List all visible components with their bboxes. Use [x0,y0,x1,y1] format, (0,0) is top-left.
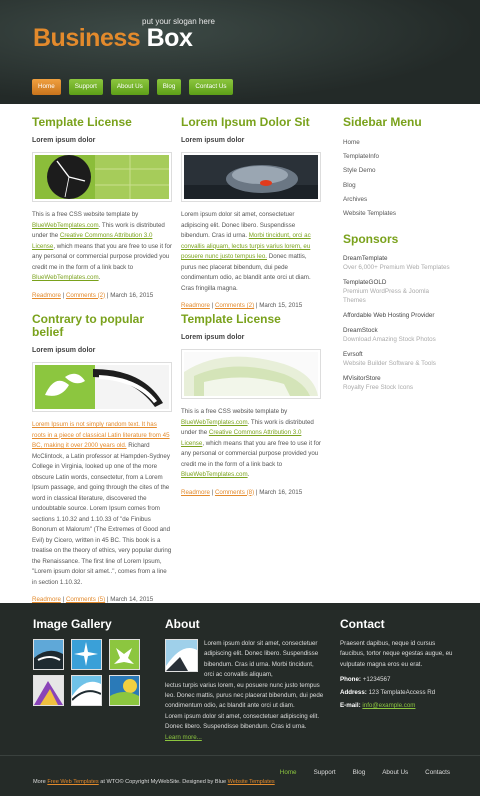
about-section [165,617,325,743]
post-date: March 16, 2015 [259,488,303,496]
gallery-title: Image Gallery [33,617,112,631]
post-subtitle: Lorem ipsum dolor [32,137,96,144]
sponsor-name[interactable]: DreamStock [343,327,378,335]
post-meta: Readmore | Comments (5) | March 14, 2015 [32,596,154,603]
comments-link[interactable]: Comments (5) [65,596,106,603]
contact-text: Praesent dapibus, neque id cursus faucibus, tortor neque egestas augue, eu vulputate magna eros eu erat. [340,640,453,668]
post-subtitle: Lorem ipsum dolor [32,347,96,354]
sponsor-desc: Royalty Free Stock Icons [343,384,413,392]
footer-bottom [0,755,480,796]
contact-section [340,617,460,709]
readmore-link[interactable]: Readmore [181,488,210,496]
gallery-thumb[interactable] [33,639,64,670]
footer-nav-home[interactable]: Home [279,769,297,776]
post-subtitle: Lorem ipsum dolor [181,334,245,341]
footer-nav-about-us[interactable]: About Us [382,769,409,776]
footer-nav-support[interactable]: Support [313,769,336,776]
image-gallery [33,617,140,706]
comments-link[interactable]: Comments (2) [65,291,106,299]
post-meta: Readmore | Comments (2) | March 16, 2015 [32,291,154,299]
nav-contact-us[interactable]: Contact Us [189,79,232,95]
sidebar-item-blog[interactable]: Blog [343,181,356,189]
column-left [32,115,172,603]
contact-address: Address: 123 TemplateAccess Rd [340,689,436,697]
post-image [32,362,172,412]
footer-nav-contacts[interactable]: Contacts [425,769,450,776]
post-title[interactable]: Template License [32,115,132,129]
free-templates-link[interactable]: Free Web Templates [47,779,99,785]
sidebar [343,116,453,398]
logo-part1: Business [33,24,141,52]
nav-blog[interactable]: Blog [157,79,182,95]
post-date: March 16, 2015 [110,291,154,299]
contact-email: E-mail: info@example.com [340,702,416,710]
sponsor-desc: Premium WordPress & Joomla Themes [343,288,429,305]
readmore-link[interactable]: Readmore [32,596,61,603]
header [0,0,480,104]
main-content [0,104,480,603]
post-meta: Readmore | Comments (8) | March 16, 2015 [181,488,303,496]
post-image [32,152,172,202]
license-link[interactable]: Creative Commons Attribution 3.0 License [32,232,153,250]
learn-more-link[interactable]: Learn more... [165,733,202,741]
about-image [165,639,198,672]
post-link[interactable]: BlueWebTemplates.com [32,221,99,229]
post-subtitle: Lorem ipsum dolor [181,137,245,144]
post-date: March 15, 2015 [259,302,303,309]
footer [0,603,480,796]
post-link[interactable]: BlueWebTemplates.com [32,274,99,281]
about-text: Lorem ipsum dolor sit amet, consectetuer adipiscing elit. Donec libero. Suspendisse bibendum. Cras id urna. Morbi tincidunt, orci ac convallis aliquam, lectus turpis varius lorem, eu posuere nunc justo tempus leo. Donec mattis, purus nec placerat bibendum, dui pede condimentum odio, ac blandit ante orci ut diam. Lorem ipsum dolor sit amet, consectetuer adipiscing elit. Donec libero. Suspendisse bibendum. Cras id urna. Learn more... [165,640,324,741]
post-link[interactable]: BlueWebTemplates.com [181,418,248,426]
post [32,116,172,299]
sponsor-name[interactable]: TemplateGOLD [343,279,387,287]
post-body: This is a free CSS website template by BlueWebTemplates.com. This work is distributed under the Creative Commons Attribution 3.0 License, which means that you are free to use it for any personal or commercial purpose provided you credit me in the form of a link back to BlueWebTemplates.com. [181,408,321,478]
gallery-thumb[interactable] [109,639,140,670]
footer-nav-blog[interactable]: Blog [352,769,366,776]
post [181,116,321,309]
readmore-link[interactable]: Readmore [181,302,210,309]
post [181,313,321,496]
email-link[interactable]: info@example.com [362,702,416,710]
slogan: put your slogan here [142,17,215,26]
footer-nav [280,769,450,776]
nav-home[interactable]: Home [32,79,61,95]
sidebar-item-style-demo[interactable]: Style Demo [343,167,376,175]
gallery-thumb[interactable] [109,675,140,706]
contact-phone: Phone: +1234567 [340,676,391,684]
sidebar-item-website-templates[interactable]: Website Templates [343,209,396,217]
contact-title: Contact [340,617,385,631]
sponsor-item[interactable] [343,254,453,272]
logo-part2: Box [146,24,193,52]
logo[interactable] [33,24,192,53]
comments-link[interactable]: Comments (2) [214,302,255,309]
post-title[interactable]: Template License [181,312,281,326]
post-body: Lorem ipsum dolor sit amet, consectetuer adipiscing elit. Donec libero. Suspendisse bibendum. Cras id urna. Morbi tincidunt, orci ac convallis aliquam, lectus turpis varius lorem, eu posuere nunc justo tempus leo. Donec mattis, purus nec placerat bibendum, dui pede condimentum odio, ac blandit ante orci ut diam. Cras fringilla magna. [181,211,311,292]
sponsors-title: Sponsors [343,232,399,247]
copyright: More Free Web Templates at WTO© Copyright MyWebSite. Designed by Blue Website Templates [33,779,275,785]
post-title[interactable]: Lorem Ipsum Dolor Sit [181,115,310,129]
sponsor-desc: Download Amazing Stock Photos [343,336,436,344]
nav-support[interactable]: Support [69,79,103,95]
post-date: March 14, 2015 [110,596,154,603]
sponsor-name[interactable]: DreamTemplate [343,255,388,263]
post-body: This is a free CSS website template by BlueWebTemplates.com. This work is distributed under the Creative Commons Attribution 3.0 License, which means that you are free to use it for any personal or commercial purpose provided you credit me in the form of a link back to BlueWebTemplates.com. [32,211,172,281]
about-title: About [165,617,200,631]
sponsor-item[interactable] [343,278,453,305]
sidebar-item-home[interactable]: Home [343,139,360,146]
sponsor-name[interactable]: MVisitorStore [343,375,381,383]
post-image [181,349,321,399]
sponsor-item[interactable] [343,311,453,320]
post-image [181,152,321,202]
sponsor-item[interactable] [343,350,453,368]
website-templates-link[interactable]: Website Templates [227,779,275,785]
readmore-link[interactable]: Readmore [32,291,61,299]
sponsor-desc: Website Builder Software & Tools [343,360,436,368]
post-title[interactable]: Contrary to popular belief [32,312,145,339]
sponsor-name[interactable]: Affordable Web Hosting Provider [343,312,435,320]
sponsor-item[interactable] [343,374,453,392]
post [32,313,172,603]
sidebar-menu [343,136,453,221]
nav-about-us[interactable]: About Us [111,79,149,95]
gallery-thumb[interactable] [71,639,102,670]
sponsors-list [343,254,453,392]
gallery-thumb[interactable] [71,675,102,706]
sidebar-menu-title: Sidebar Menu [343,115,422,129]
gallery-grid [33,639,140,706]
sponsor-desc: Over 6,000+ Premium Web Templates [343,264,450,272]
gallery-thumb[interactable] [33,675,64,706]
sidebar-item-archives[interactable]: Archives [343,195,368,203]
main-nav [32,79,233,95]
sponsor-item[interactable] [343,326,453,344]
post-link[interactable]: Morbi tincidunt, orci ac convallis aliquam, lectus turpis varius lorem, eu posuere nunc justo tempus leo. [181,232,311,260]
post-body: Lorem Ipsum is not simply random text. It has roots in a piece of classical Latin literature from 45 BC, making it over 2000 years old. Richard McClintock, a Latin professor at Hampden-Sydney College in Virginia, looked up one of the more obscure Latin words, consectetur, from a Lorem Ipsum passage, and going through the cites of the word in classical literature, discovered the undoubtable source. Lorem Ipsum comes from sections 1.10.32 and 1.10.33 of "de Finibus Bonorum et Malorum" (The Extremes of Good and Evil) by Cicero, written in 45 BC. This book is a treatise on the theory of ethics, very popular during the Renaissance. The first line of Lorem Ipsum, "Lorem ipsum dolor sit amet..", comes from a line in section 1.10.32. [32,421,172,586]
post-link[interactable]: Lorem Ipsum is not simply random text. It has roots in a piece of classical Latin literature from 45 BC, making it over 2000 years old. [32,421,170,449]
column-middle [181,115,321,496]
post-link[interactable]: BlueWebTemplates.com [181,471,248,478]
sponsor-name[interactable]: Evrsoft [343,351,363,359]
license-link[interactable]: Creative Commons Attribution 3.0 License [181,429,302,447]
post-meta: Readmore | Comments (2) | March 15, 2015 [181,302,303,309]
comments-link[interactable]: Comments (8) [214,488,255,496]
sidebar-item-templateinfo[interactable]: TemplateInfo [343,153,380,161]
